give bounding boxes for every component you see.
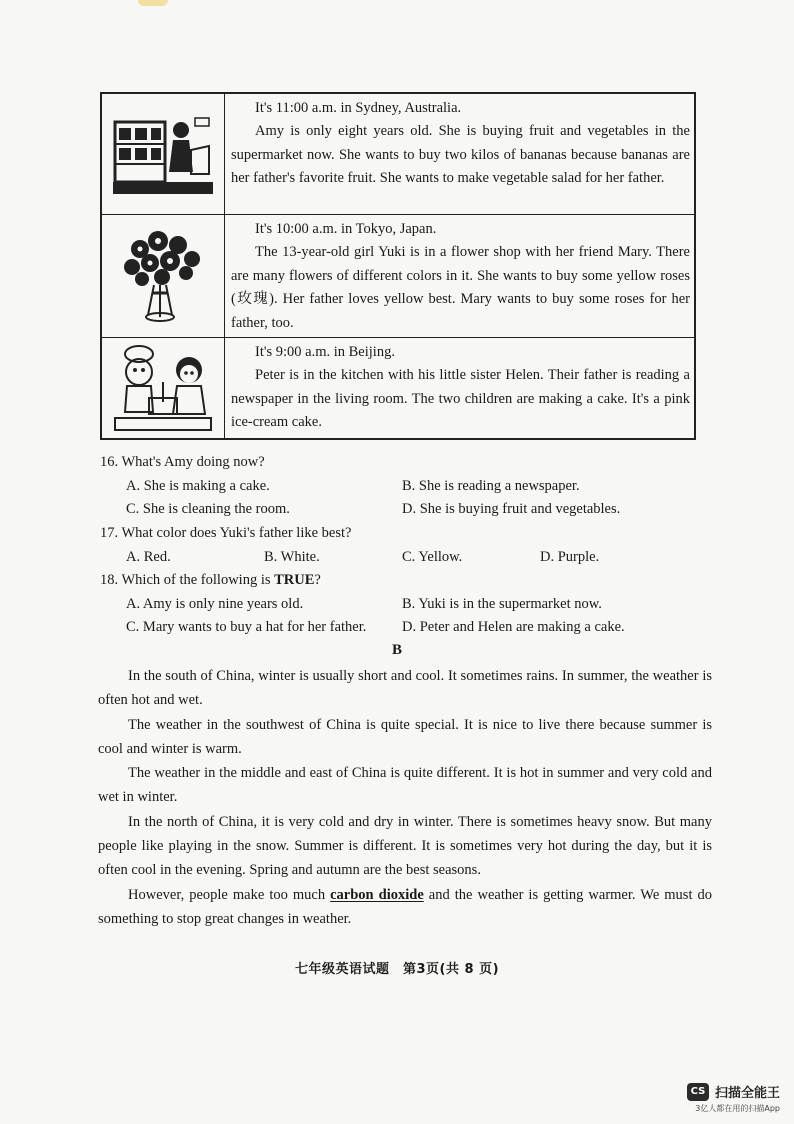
key-term: carbon dioxide (330, 886, 424, 903)
row-time-line: It's 11:00 a.m. in Sydney, Australia. (255, 100, 462, 116)
table-row (101, 215, 695, 338)
question-18 (100, 569, 700, 640)
passage-b (98, 664, 712, 931)
option-c[interactable]: C. Mary wants to buy a hat for her father. (126, 619, 367, 635)
option-d[interactable]: D. Peter and Helen are making a cake. (402, 619, 625, 635)
paragraph-text: However, people make too much (128, 886, 331, 903)
table-image-cell (101, 338, 225, 440)
row-passage: Amy is only eight years old. She is buying fruit and vegetables in the supermarket now. She wants to buy two kilos of bananas because bananas are her father's favorite fruit. She wants to make vegetable salad for her father. (231, 123, 690, 187)
option-a[interactable]: A. Amy is only nine years old. (126, 595, 304, 612)
flower-bouquet-illustration (118, 227, 208, 323)
camscanner-logo-icon: CS (687, 1083, 709, 1101)
option-b[interactable]: B. White. (264, 548, 320, 565)
table-row (101, 93, 695, 215)
question-16 (100, 451, 700, 522)
table-text-cell (225, 215, 696, 338)
stem-punct: ? (314, 572, 321, 588)
app-name: 扫描全能王 (714, 1086, 780, 1101)
option-d[interactable]: D. Purple. (540, 548, 600, 565)
option-c[interactable]: C. She is cleaning the room. (126, 501, 290, 517)
page-footer: 七年级英语试题 第3页(共 8 页) (294, 962, 500, 977)
table-row (101, 338, 695, 440)
option-c[interactable]: C. Yellow. (402, 548, 463, 565)
row-time-line: It's 10:00 a.m. in Tokyo, Japan. (255, 221, 437, 237)
passage-paragraph: The weather in the middle and east of China is quite different. It is hot in summer and very cold and wet in winter. (98, 765, 712, 806)
passage-paragraph: The weather in the southwest of China is quite special. It is nice to live there because summer is cool and winter is warm. (98, 716, 712, 757)
stem-text: 18. Which of the following is (100, 572, 275, 588)
row-time-line: It's 9:00 a.m. in Beijing. (255, 344, 395, 361)
option-d[interactable]: D. She is buying fruit and vegetables. (402, 501, 621, 517)
passage-paragraph (98, 883, 712, 932)
table-text-cell (225, 338, 696, 440)
section-b-title: B (391, 642, 402, 658)
supermarket-illustration (111, 112, 215, 196)
passage-paragraph: In the south of China, winter is usually short and cool. It sometimes rains. In summer, the weather is often hot and wet. (98, 668, 712, 709)
passage-paragraph: In the north of China, it is very cold and dry in winter. There is sometimes heavy snow. But many people like playing in the snow. Summer is different. It is sometimes very hot during the day, but it is often cool in the evening. Spring and autumn are the best seasons. (98, 813, 712, 879)
table-text-cell (225, 93, 696, 215)
table-image-cell (101, 215, 225, 338)
table-image-cell (101, 93, 225, 215)
question-stem (100, 569, 700, 593)
option-a[interactable]: A. Red. (126, 548, 171, 565)
option-b[interactable]: B. Yuki is in the supermarket now. (402, 595, 602, 612)
app-tagline: 3亿人都在用的扫描App (695, 1104, 780, 1113)
question-17 (100, 522, 700, 569)
option-a[interactable]: A. She is making a cake. (126, 477, 270, 494)
row-passage: The 13-year-old girl Yuki is in a flower shop with her friend Mary. There are many flowers of different colors in it. She wants to buy some yellow roses (玫瑰). Her father loves yellow best. Mary wants to buy some roses for her father, too. (231, 244, 690, 331)
paragraph-text: and the weather is getting warmer. We must do something to stop great changes in weather. (98, 886, 713, 927)
stem-emphasis: TRUE (274, 572, 315, 588)
question-stem: 17. What color does Yuki's father like best? (100, 525, 352, 541)
row-passage: Peter is in the kitchen with his little sister Helen. Their father is reading a newspaper in the living room. The two children are making a cake. It's a pink ice-cream cake. (231, 367, 690, 431)
option-b[interactable]: B. She is reading a newspaper. (402, 477, 580, 494)
children-baking-illustration (109, 342, 217, 434)
scan-smudge (138, 0, 168, 6)
reading-table (100, 92, 696, 440)
question-stem: 16. What's Amy doing now? (100, 454, 265, 470)
scanner-watermark (687, 1082, 780, 1114)
